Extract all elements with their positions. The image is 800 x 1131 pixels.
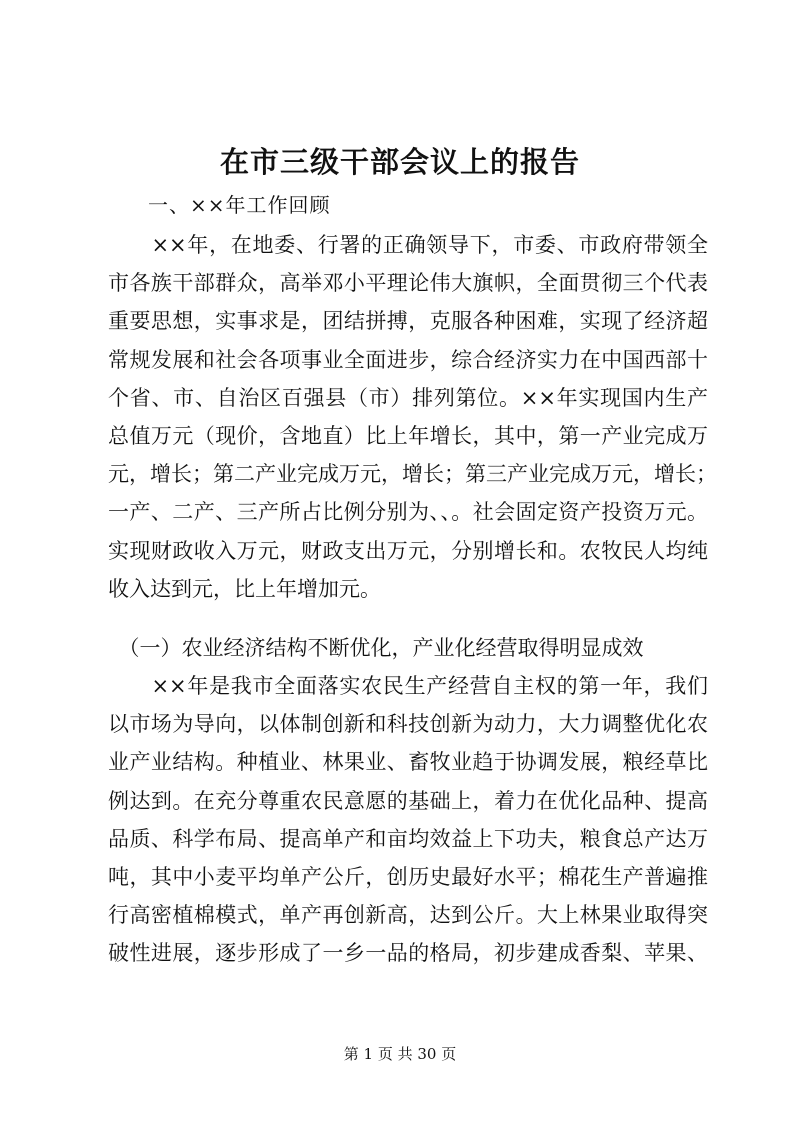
text-line: 常规发展和社会各项事业全面进步，综合经济实力在中国西部十: [108, 347, 708, 372]
text-line: 破性进展，逐步形成了一乡一品的格局，初步建成香梨、苹果、: [108, 941, 708, 966]
subheading-agriculture: [108, 629, 708, 667]
section-heading: 一、××年工作回顾: [148, 193, 331, 217]
text-line: 一产、二产、三产所占比例分别为、、。社会固定资产投资万元。: [108, 500, 708, 525]
text-line: 重要思想，实事求是，团结拼搏，克服各种困难，实现了经济超: [108, 309, 708, 334]
page-footer: 第 1 页 共 30 页: [343, 1045, 457, 1063]
text-line: ××年，在地委、行署的正确领导下，市委、市政府带领全: [108, 233, 708, 257]
text-line: 业产业结构。种植业、林果业、畜牧业趋于协调发展，粮经草比: [108, 750, 708, 775]
subheading-line: （一）农业经济结构不断优化，产业化经营取得明显成效: [108, 636, 644, 660]
paragraph-agriculture: [108, 667, 708, 973]
document-title: 在市三级干部会议上的报告: [219, 145, 580, 179]
text-line: 以市场为导向，以体制创新和科技创新为动力，大力调整优化农: [108, 712, 708, 737]
text-line: 品质、科学布局、提高单产和亩均效益上下功夫，粮食总产达万: [108, 826, 708, 851]
text-line: 总值万元（现价，含地直）比上年增长，其中，第一产业完成万: [108, 423, 708, 448]
text-line: 例达到。在充分尊重农民意愿的基础上，着力在优化品种、提高: [108, 788, 708, 813]
text-line: 行高密植棉模式，单产再创新高，达到公斤。大上林果业取得突: [108, 903, 708, 928]
text-line: 元，增长；第二产业完成万元，增长；第三产业完成万元，增长；: [108, 462, 717, 487]
text-line: 个省、市、自治区百强县（市）排列第位。××年实现国内生产: [108, 385, 708, 410]
text-line: 市各族干部群众，高举邓小平理论伟大旗帜，全面贯彻三个代表: [108, 271, 708, 296]
text-line: ××年是我市全面落实农民生产经营自主权的第一年，我们: [108, 674, 708, 698]
text-line: 收入达到元，比上年增加元。: [108, 576, 381, 601]
paragraph-work-review: [108, 226, 717, 608]
text-line: 吨，其中小麦平均单产公斤，创历史最好水平；棉花生产普遍推: [108, 864, 708, 889]
text-line: 实现财政收入万元，财政支出万元，分别增长和。农牧民人均纯: [108, 538, 708, 563]
